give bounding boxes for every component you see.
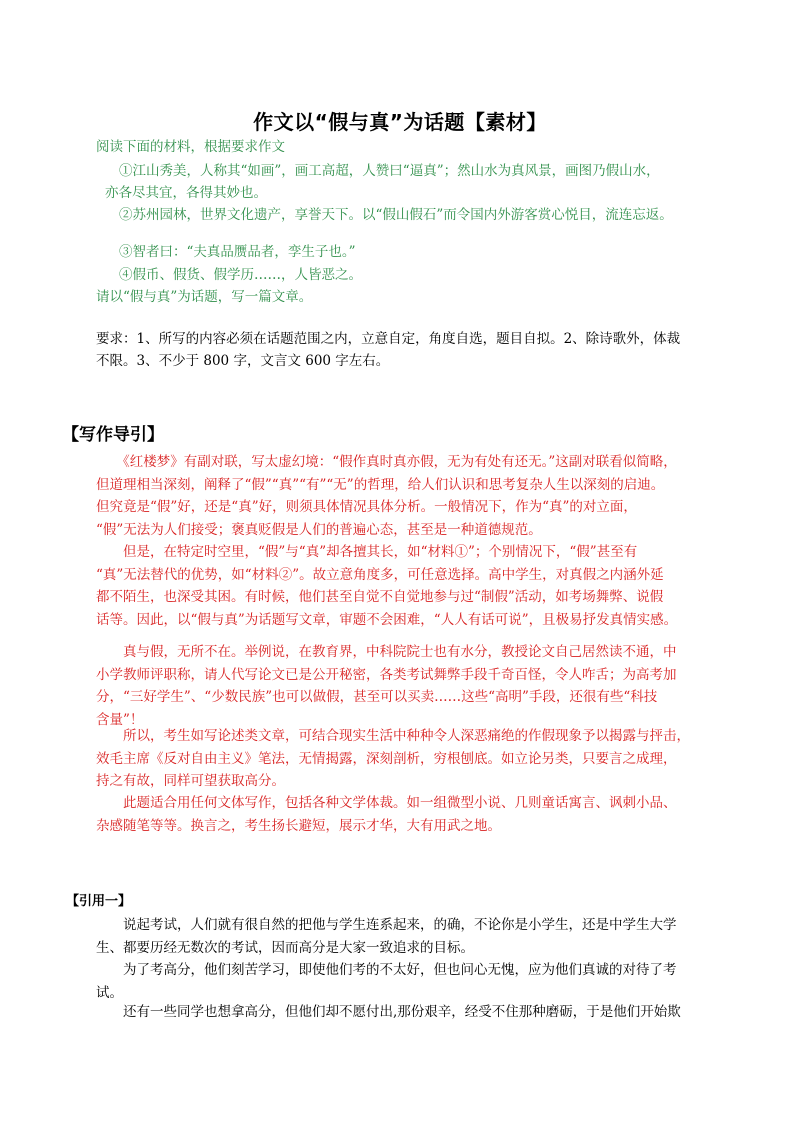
citation-paragraph-line: 为了考高分，他们刻苦学习，即使他们考的不太好，但也问心无愧，应为他们真诚的对待了考 (96, 962, 677, 978)
citation-heading: 【引用一】 (66, 894, 132, 909)
material-item-4: ④假币、假货、假学历……，人皆恶之。 (119, 267, 362, 283)
requirements-line-2: 不限。3、不少于 800 字，文言文 600 字左右。 (96, 353, 390, 369)
material-intro: 阅读下面的材料，根据要求作文 (96, 139, 285, 155)
guide-paragraph-line: 效毛主席《反对自由主义》笔法，无情揭露，深刻剖析，穷根刨底。如立论另类，只要言之成理， (96, 750, 677, 767)
guide-paragraph-line: 分，“三好学生”、“少数民族”也可以做假，甚至可以买卖……这些“高明”手段，还很有些“科技 (96, 689, 658, 705)
guide-paragraph-3 (96, 641, 677, 731)
guide-paragraph-line: 持之有故，同样可望获取高分。 (96, 773, 285, 789)
guide-paragraph-line: 都不陌生，也深受其困。有时候，他们甚至自觉不自觉地参与过“制假”活动，如考场舞弊、说假 (96, 589, 664, 605)
citation-paragraph-3 (96, 1001, 681, 1024)
guide-heading: 【写作导引】 (62, 425, 164, 445)
guide-paragraph-line: 杂感随笔等等。换言之，考生扬长避短，展示才华，大有用武之地。 (96, 817, 501, 834)
guide-paragraph-line: “假”无法为人们接受；褒真贬假是人们的普遍心态，甚至是一种道德规范。 (96, 521, 542, 538)
guide-paragraph-line: 但道理相当深刻，阐释了“假”“真”“有”“无”的哲理，给人们认识和思考复杂人生以深刻的启迪。 (96, 476, 665, 493)
guide-paragraph-line: 但究竟是“假”好，还是“真”好，则须具体情况具体分析。一般情况下，作为“真”的对立面， (96, 499, 637, 515)
citation-paragraph-2 (96, 959, 677, 1004)
guide-paragraph-line: 真与假，无所不在。举例说，在教育界，中科院院士也有水分，教授论文自己居然读不通，中 (96, 644, 677, 660)
guide-paragraph-4 (96, 725, 690, 793)
material-item-2: ②苏州园林，世界文化遗产，享誉天下。以“假山假石”而令国内外游客赏心悦目，流连忘返。 (119, 207, 673, 223)
guide-paragraph-line: 此题适合用任何文体写作，包括各种文学体裁。如一组微型小说、几则童话寓言、讽刺小品、 (96, 795, 677, 811)
guide-paragraph-5 (96, 792, 677, 837)
material-item-1-line-1: ①江山秀美，人称其“如画”，画工高超，人赞曰“逼真”；然山水为真风景，画图乃假山水， (119, 163, 660, 179)
material-item-1-line-2: 亦各尽其宜，各得其妙也。 (105, 185, 267, 201)
guide-paragraph-line: “真”无法替代的优势，如“材料②”。故立意角度多，可任意选择。高中学生，对真假之内涵外延 (96, 566, 664, 583)
citation-paragraph-line: 还有一些同学也想拿高分，但他们却不愿付出,那份艰辛，经受不住那种磨砺，于是他们开始欺 (96, 1004, 681, 1020)
material-item-3: ③智者曰：“夫真品赝品者，孪生子也。” (119, 244, 356, 260)
guide-paragraph-line: 但是，在特定时空里，“假”与“真”却各擅其长，如“材料①”；个别情况下，“假”甚至有 (96, 544, 638, 560)
citation-paragraph-line: 试。 (96, 984, 123, 1001)
guide-paragraph-line: 含量”！ (96, 711, 144, 728)
guide-paragraph-2 (96, 541, 677, 631)
guide-paragraph-line: 话等。因此，以“假与真”为话题写文章，审题不会困难，“人人有话可说”，且极易抒发真情实感。 (96, 611, 678, 628)
guide-paragraph-line: 《红楼梦》有副对联，写太虚幻境：“假作真时真亦假，无为有处有还无。”这副对联看似简略， (96, 454, 677, 470)
guide-paragraph-line: 小学教师评职称，请人代写论文已是公开秘密，各类考试舞弊手段千奇百怪，令人咋舌；为高考加 (96, 666, 677, 683)
citation-paragraph-1 (96, 914, 677, 959)
requirements-line-1: 要求：1、所写的内容必须在话题范围之内，立意自定，角度自选，题目自拟。2、除诗歌外，体裁 (96, 331, 681, 347)
guide-paragraph-1 (96, 451, 677, 541)
guide-paragraph-line: 所以，考生如写论述类文章，可结合现实生活中种种令人深恶痛绝的作假现象予以揭露与抨击， (96, 728, 690, 744)
citation-paragraph-line: 生、都要历经无数次的考试，因而高分是大家一致追求的目标。 (96, 939, 474, 956)
citation-paragraph-line: 说起考试，人们就有很自然的把他与学生连系起来，的确，不论你是小学生，还是中学生大学 (96, 917, 677, 933)
material-task: 请以“假与真”为话题，写一篇文章。 (96, 289, 313, 305)
page-title: 作文以“假与真”为话题【素材】 (253, 110, 547, 134)
